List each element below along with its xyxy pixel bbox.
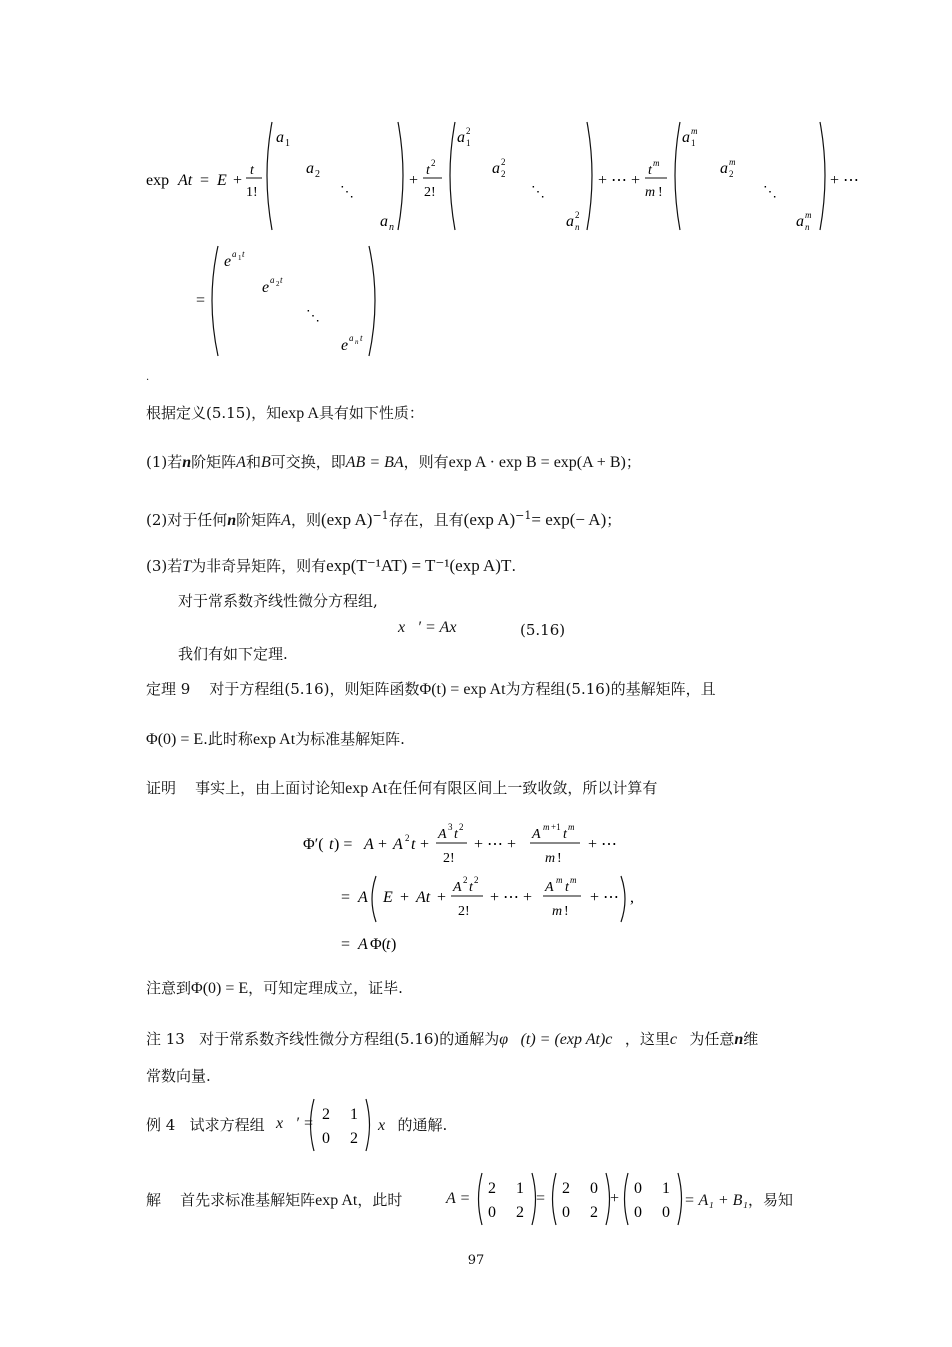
- A1-matrix-cell: 0: [562, 1204, 570, 1221]
- definition-expr: exp A: [281, 405, 319, 422]
- svg-text:2: 2: [474, 875, 479, 885]
- solution-prefix: 解 首先求标准基解矩阵exp At，此时: [146, 1191, 403, 1209]
- svg-text:+: +: [378, 836, 388, 853]
- proof-line: 证明 事实上，由上面讨论知exp At在任何有限区间上一致收敛，所以计算有: [146, 779, 658, 797]
- B1-matrix-cell: 1: [662, 1180, 670, 1197]
- page-number: 97: [467, 1253, 485, 1268]
- definition-tail: 具有如下性质：: [318, 404, 424, 422]
- svg-text:n: n: [389, 222, 394, 233]
- A1-matrix-cell: 2: [590, 1204, 598, 1221]
- svg-text:At: At: [178, 172, 193, 189]
- B1-matrix-cell: 0: [662, 1204, 670, 1221]
- svg-text:2: 2: [405, 833, 410, 843]
- svg-text:1: 1: [238, 254, 242, 262]
- svg-text:1!: 1!: [246, 185, 258, 200]
- svg-text:a: a: [349, 333, 354, 343]
- svg-text:+ ⋯: + ⋯: [830, 172, 860, 189]
- svg-text:a: a: [270, 275, 275, 285]
- system-intro: 对于常系数齐线性微分方程组,: [178, 592, 378, 610]
- svg-text:t: t: [563, 827, 567, 842]
- proof-label: 证明: [146, 779, 177, 797]
- svg-text:t: t: [454, 827, 458, 842]
- svg-text:+ ⋯: + ⋯: [588, 836, 618, 853]
- svg-text:a: a: [720, 160, 728, 177]
- svg-text:): ): [391, 936, 397, 953]
- A-matrix-cell: 2: [516, 1204, 524, 1221]
- svg-text:exp: exp: [146, 172, 170, 189]
- svg-text:A: A: [453, 880, 462, 895]
- A1-matrix-cell: 0: [590, 1180, 598, 1197]
- svg-text:A: A: [358, 889, 368, 906]
- example-matrix: [306, 1096, 376, 1154]
- svg-text:A: A: [532, 827, 541, 842]
- svg-text:+ ⋯ +: + ⋯ +: [490, 889, 533, 906]
- svg-text:t: t: [360, 333, 363, 343]
- A-matrix-cell: 2: [488, 1180, 496, 1197]
- svg-text:+: +: [400, 889, 410, 906]
- theorem-9-line1: 定理 9 对于方程组(5.16)，则矩阵函数Φ(t) = exp At为方程组(5.16)的基解矩阵，且: [146, 680, 716, 698]
- svg-text:e: e: [224, 253, 232, 270]
- equation-label: (5.16): [520, 621, 566, 639]
- example-4-label-text: 例 4 试求方程组: [146, 1116, 265, 1134]
- svg-text:m: m: [570, 875, 577, 885]
- solution-A: A =: [446, 1190, 471, 1207]
- svg-text:m: m: [691, 126, 698, 136]
- svg-text:a: a: [232, 249, 237, 259]
- svg-text:E: E: [217, 172, 227, 189]
- svg-text:a: a: [380, 213, 388, 230]
- svg-text:n: n: [355, 338, 359, 346]
- example-matrix-cell: 0: [322, 1130, 330, 1147]
- svg-text:t: t: [242, 249, 245, 259]
- svg-text:2: 2: [501, 169, 506, 179]
- svg-text:n: n: [805, 222, 810, 232]
- svg-text:+ ⋯ +: + ⋯ +: [474, 836, 517, 853]
- svg-text:t: t: [250, 163, 254, 178]
- theorem-label: 定理 9: [146, 680, 191, 698]
- A-matrix: [474, 1170, 544, 1228]
- svg-text:a: a: [276, 129, 284, 146]
- property-2: (2)对于任何n阶矩阵A，则(exp A)$^{-1}$存在，且有(exp A)$^{-1}$= exp(− A)；: [146, 509, 622, 529]
- svg-text:3: 3: [448, 822, 453, 832]
- svg-text:=: =: [200, 172, 210, 189]
- svg-text:2!: 2!: [443, 851, 455, 866]
- example-matrix-cell: 1: [350, 1106, 358, 1123]
- svg-text:t: t: [411, 836, 416, 853]
- svg-text:2: 2: [501, 157, 506, 167]
- svg-text:a: a: [492, 160, 500, 177]
- A1-matrix: [548, 1170, 618, 1228]
- property-3: (3)若T为非奇异矩阵，则有exp(T⁻¹AT) = T⁻¹(exp A)T.: [146, 556, 517, 575]
- definition-line: [146, 403, 424, 424]
- svg-text:,: ,: [630, 889, 634, 906]
- B1-matrix-cell: 0: [634, 1180, 642, 1197]
- system-equation: x⃗′ = Ax⃗: [398, 619, 469, 636]
- remark-13-line2: 常数向量.: [146, 1067, 211, 1085]
- svg-text:t: t: [648, 163, 652, 178]
- svg-text:m: m: [805, 210, 812, 220]
- svg-text:m: m: [645, 185, 656, 200]
- svg-text:a: a: [682, 129, 690, 146]
- example-matrix-cell: 2: [322, 1106, 330, 1123]
- svg-text:a: a: [796, 213, 804, 230]
- svg-text:n: n: [575, 222, 580, 232]
- svg-text:2: 2: [466, 126, 471, 136]
- svg-text:m: m: [568, 822, 575, 832]
- example-matrix-cell: 2: [350, 1130, 358, 1147]
- theorem-intro: 我们有如下定理.: [178, 645, 288, 663]
- remark-13-line1: 注 13 对于常系数齐线性微分方程组(5.16)的通解为φ⃗(t) = (exp At)c⃗，这里c⃗为任意n维: [146, 1030, 759, 1048]
- svg-text:⋱: ⋱: [763, 185, 777, 200]
- example-4-tail: x⃗的通解.: [378, 1116, 448, 1134]
- svg-text:t: t: [426, 163, 430, 178]
- svg-text:2!: 2!: [424, 185, 436, 200]
- svg-text:Φ(: Φ(: [370, 936, 388, 953]
- svg-text:⋱: ⋱: [306, 309, 320, 324]
- svg-text:2!: 2!: [458, 904, 470, 919]
- svg-text:m: m: [543, 822, 550, 832]
- definition-text: 根据定义(5.15)，知: [146, 404, 282, 422]
- svg-text:⋱: ⋱: [531, 185, 545, 200]
- svg-text:+1: +1: [551, 822, 561, 832]
- svg-text:1: 1: [285, 138, 290, 149]
- solution-label: 解: [146, 1191, 162, 1209]
- svg-text:A: A: [545, 880, 554, 895]
- remark-label: 注 13: [146, 1030, 185, 1048]
- example-lhs: x⃗′ =: [276, 1115, 314, 1132]
- svg-text:t: t: [386, 936, 391, 953]
- svg-text:=: =: [341, 936, 351, 953]
- svg-text:2: 2: [315, 169, 320, 180]
- proof-derivation: [0, 810, 952, 960]
- exp-series-equation: [0, 110, 952, 370]
- eq-sign-1: =: [536, 1190, 546, 1207]
- svg-text:+: +: [409, 172, 419, 189]
- svg-text:a: a: [566, 213, 574, 230]
- svg-text:A: A: [364, 836, 374, 853]
- svg-text:2: 2: [459, 822, 464, 832]
- svg-text:=: =: [196, 292, 206, 309]
- svg-text:1: 1: [466, 138, 471, 148]
- svg-text:a: a: [306, 160, 314, 177]
- proof-end-line: 注意到Φ(0) = E，可知定理成立，证毕.: [146, 979, 403, 997]
- svg-text:+: +: [233, 172, 243, 189]
- A1-matrix-cell: 2: [562, 1180, 570, 1197]
- B1-matrix-cell: 0: [634, 1204, 642, 1221]
- A-matrix-cell: 0: [488, 1204, 496, 1221]
- svg-text:⋱: ⋱: [340, 185, 354, 200]
- svg-text:2: 2: [463, 875, 468, 885]
- svg-text:!: !: [557, 851, 562, 866]
- svg-text:+ ⋯: + ⋯: [590, 889, 620, 906]
- theorem-9-line2: Φ(0) = E.此时称exp At为标准基解矩阵.: [146, 730, 405, 748]
- svg-text:!: !: [564, 904, 569, 919]
- svg-text:2: 2: [276, 280, 280, 288]
- svg-text:m: m: [653, 158, 660, 168]
- svg-text:m: m: [552, 904, 563, 919]
- svg-text:Φ′(: Φ′(: [303, 836, 324, 853]
- svg-text:At: At: [416, 889, 431, 906]
- svg-text:t: t: [469, 880, 473, 895]
- svg-text:) =: ) =: [334, 836, 353, 853]
- svg-text:a: a: [457, 129, 465, 146]
- svg-text:A: A: [393, 836, 403, 853]
- svg-text:t: t: [329, 836, 334, 853]
- svg-text:m: m: [556, 875, 563, 885]
- stray-dot: .: [146, 372, 150, 383]
- svg-text:e: e: [341, 337, 349, 354]
- svg-text:m: m: [545, 851, 556, 866]
- svg-text:!: !: [658, 185, 663, 200]
- svg-text:=: =: [341, 889, 351, 906]
- svg-text:+ ⋯ +: + ⋯ +: [598, 172, 641, 189]
- svg-text:m: m: [729, 157, 736, 167]
- svg-text:t: t: [565, 880, 569, 895]
- svg-text:A: A: [438, 827, 447, 842]
- svg-text:2: 2: [431, 158, 436, 168]
- svg-text:2: 2: [729, 169, 734, 179]
- B1-matrix: [620, 1170, 690, 1228]
- svg-text:t: t: [280, 275, 283, 285]
- svg-text:+: +: [437, 889, 447, 906]
- plus-sign: +: [610, 1190, 620, 1207]
- solution-tail: = A₁ + B₁，易知: [684, 1191, 793, 1209]
- svg-text:e: e: [262, 279, 270, 296]
- A-matrix-cell: 1: [516, 1180, 524, 1197]
- svg-text:+: +: [420, 836, 430, 853]
- svg-text:2: 2: [575, 210, 580, 220]
- svg-text:1: 1: [691, 138, 696, 148]
- svg-text:A: A: [358, 936, 368, 953]
- property-1: (1)若n阶矩阵A和B可交换，即AB = BA，则有exp A · exp B = exp(A + B)；: [146, 453, 641, 471]
- example-label: 例 4: [146, 1116, 176, 1134]
- svg-text:E: E: [383, 889, 393, 906]
